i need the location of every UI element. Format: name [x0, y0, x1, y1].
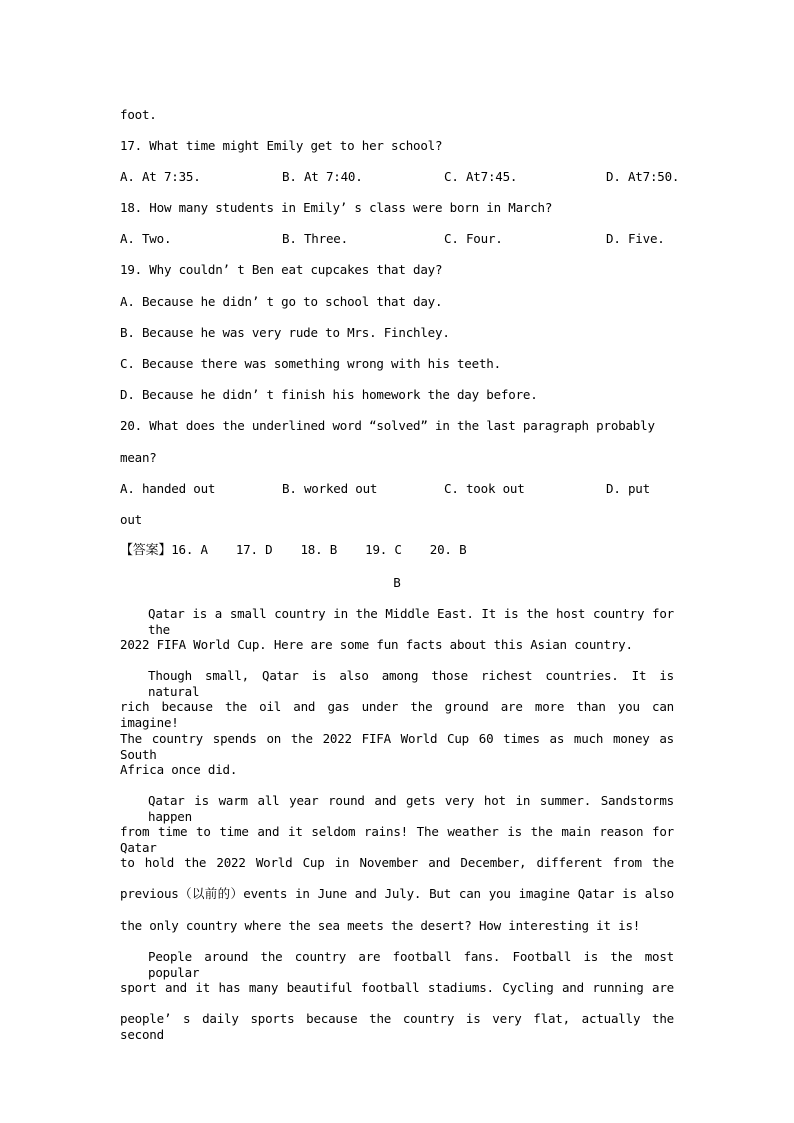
answer-18: 18. B	[300, 542, 338, 557]
paragraph-3-line-2: from time to time and it seldom rains! The weather is the main reason for Qatar	[120, 824, 674, 855]
q17-option-a: A. At 7:35.	[120, 169, 201, 184]
paragraph-4-line-2: sport and it has many beautiful football stadiums. Cycling and running are	[120, 980, 674, 995]
q19-option-d: D. Because he didn’ t finish his homework the day before.	[120, 387, 538, 402]
q18-option-d: D. Five.	[606, 231, 665, 246]
paragraph-3-line-1: Qatar is warm all year round and gets very hot in summer. Sandstorms happen	[148, 793, 674, 824]
paragraph-3-line-4: previous（以前的）events in June and July. But can you imagine Qatar is also	[120, 886, 674, 901]
q17-option-d: D. At7:50.	[606, 169, 680, 184]
q17-option-b: B. At 7:40.	[282, 169, 363, 184]
paragraph-1-line-1: Qatar is a small country in the Middle East. It is the host country for the	[148, 606, 674, 637]
paragraph-1-line-2: 2022 FIFA World Cup. Here are some fun facts about this Asian country.	[120, 637, 633, 652]
q18-option-c: C. Four.	[444, 231, 503, 246]
q20-option-c: C. took out	[444, 481, 525, 496]
q18-option-a: A. Two.	[120, 231, 172, 246]
question-19: 19. Why couldn’ t Ben eat cupcakes that day?	[120, 262, 443, 277]
answer-key	[120, 542, 466, 559]
q19-option-b: B. Because he was very rude to Mrs. Finchley.	[120, 325, 450, 340]
paragraph-4-line-3: people’ s daily sports because the country is very flat, actually the second	[120, 1011, 674, 1042]
paragraph-3-line-3: to hold the 2022 World Cup in November and December, different from the	[120, 855, 674, 870]
paragraph-2-line-4: Africa once did.	[120, 762, 238, 777]
paragraph-2-line-3: The country spends on the 2022 FIFA World Cup 60 times as much money as South	[120, 731, 674, 762]
section-heading: B	[393, 575, 401, 590]
question-18: 18. How many students in Emily’ s class were born in March?	[120, 200, 553, 215]
answer-19: 19. C	[365, 542, 402, 557]
answer-20: 20. B	[429, 542, 467, 557]
question-20: 20. What does the underlined word “solved” in the last paragraph probably	[120, 418, 655, 433]
paragraph-2-line-1: Though small, Qatar is also among those richest countries. It is natural	[148, 668, 674, 699]
answer-16: 16. A	[171, 542, 208, 557]
q20-option-d-wrap: out	[120, 512, 142, 527]
continuation-text: foot.	[120, 107, 157, 122]
q18-option-b: B. Three.	[282, 231, 348, 246]
paragraph-4-line-1: People around the country are football fans. Football is the most popular	[148, 949, 674, 980]
paragraph-3-line-5: the only country where the sea meets the desert? How interesting it is!	[120, 918, 641, 933]
question-20-continued: mean?	[120, 450, 157, 465]
q20-option-d: D. put	[606, 481, 650, 496]
answer-17: 17. D	[235, 542, 273, 557]
answer-key-label: 【答案】	[120, 543, 172, 558]
paragraph-2-line-2: rich because the oil and gas under the ground are more than you can imagine!	[120, 699, 674, 730]
q19-option-a: A. Because he didn’ t go to school that day.	[120, 294, 443, 309]
q17-option-c: C. At7:45.	[444, 169, 518, 184]
q19-option-c: C. Because there was something wrong with his teeth.	[120, 356, 501, 371]
q20-option-a: A. handed out	[120, 481, 216, 496]
question-17: 17. What time might Emily get to her school?	[120, 138, 443, 153]
q20-option-b: B. worked out	[282, 481, 378, 496]
